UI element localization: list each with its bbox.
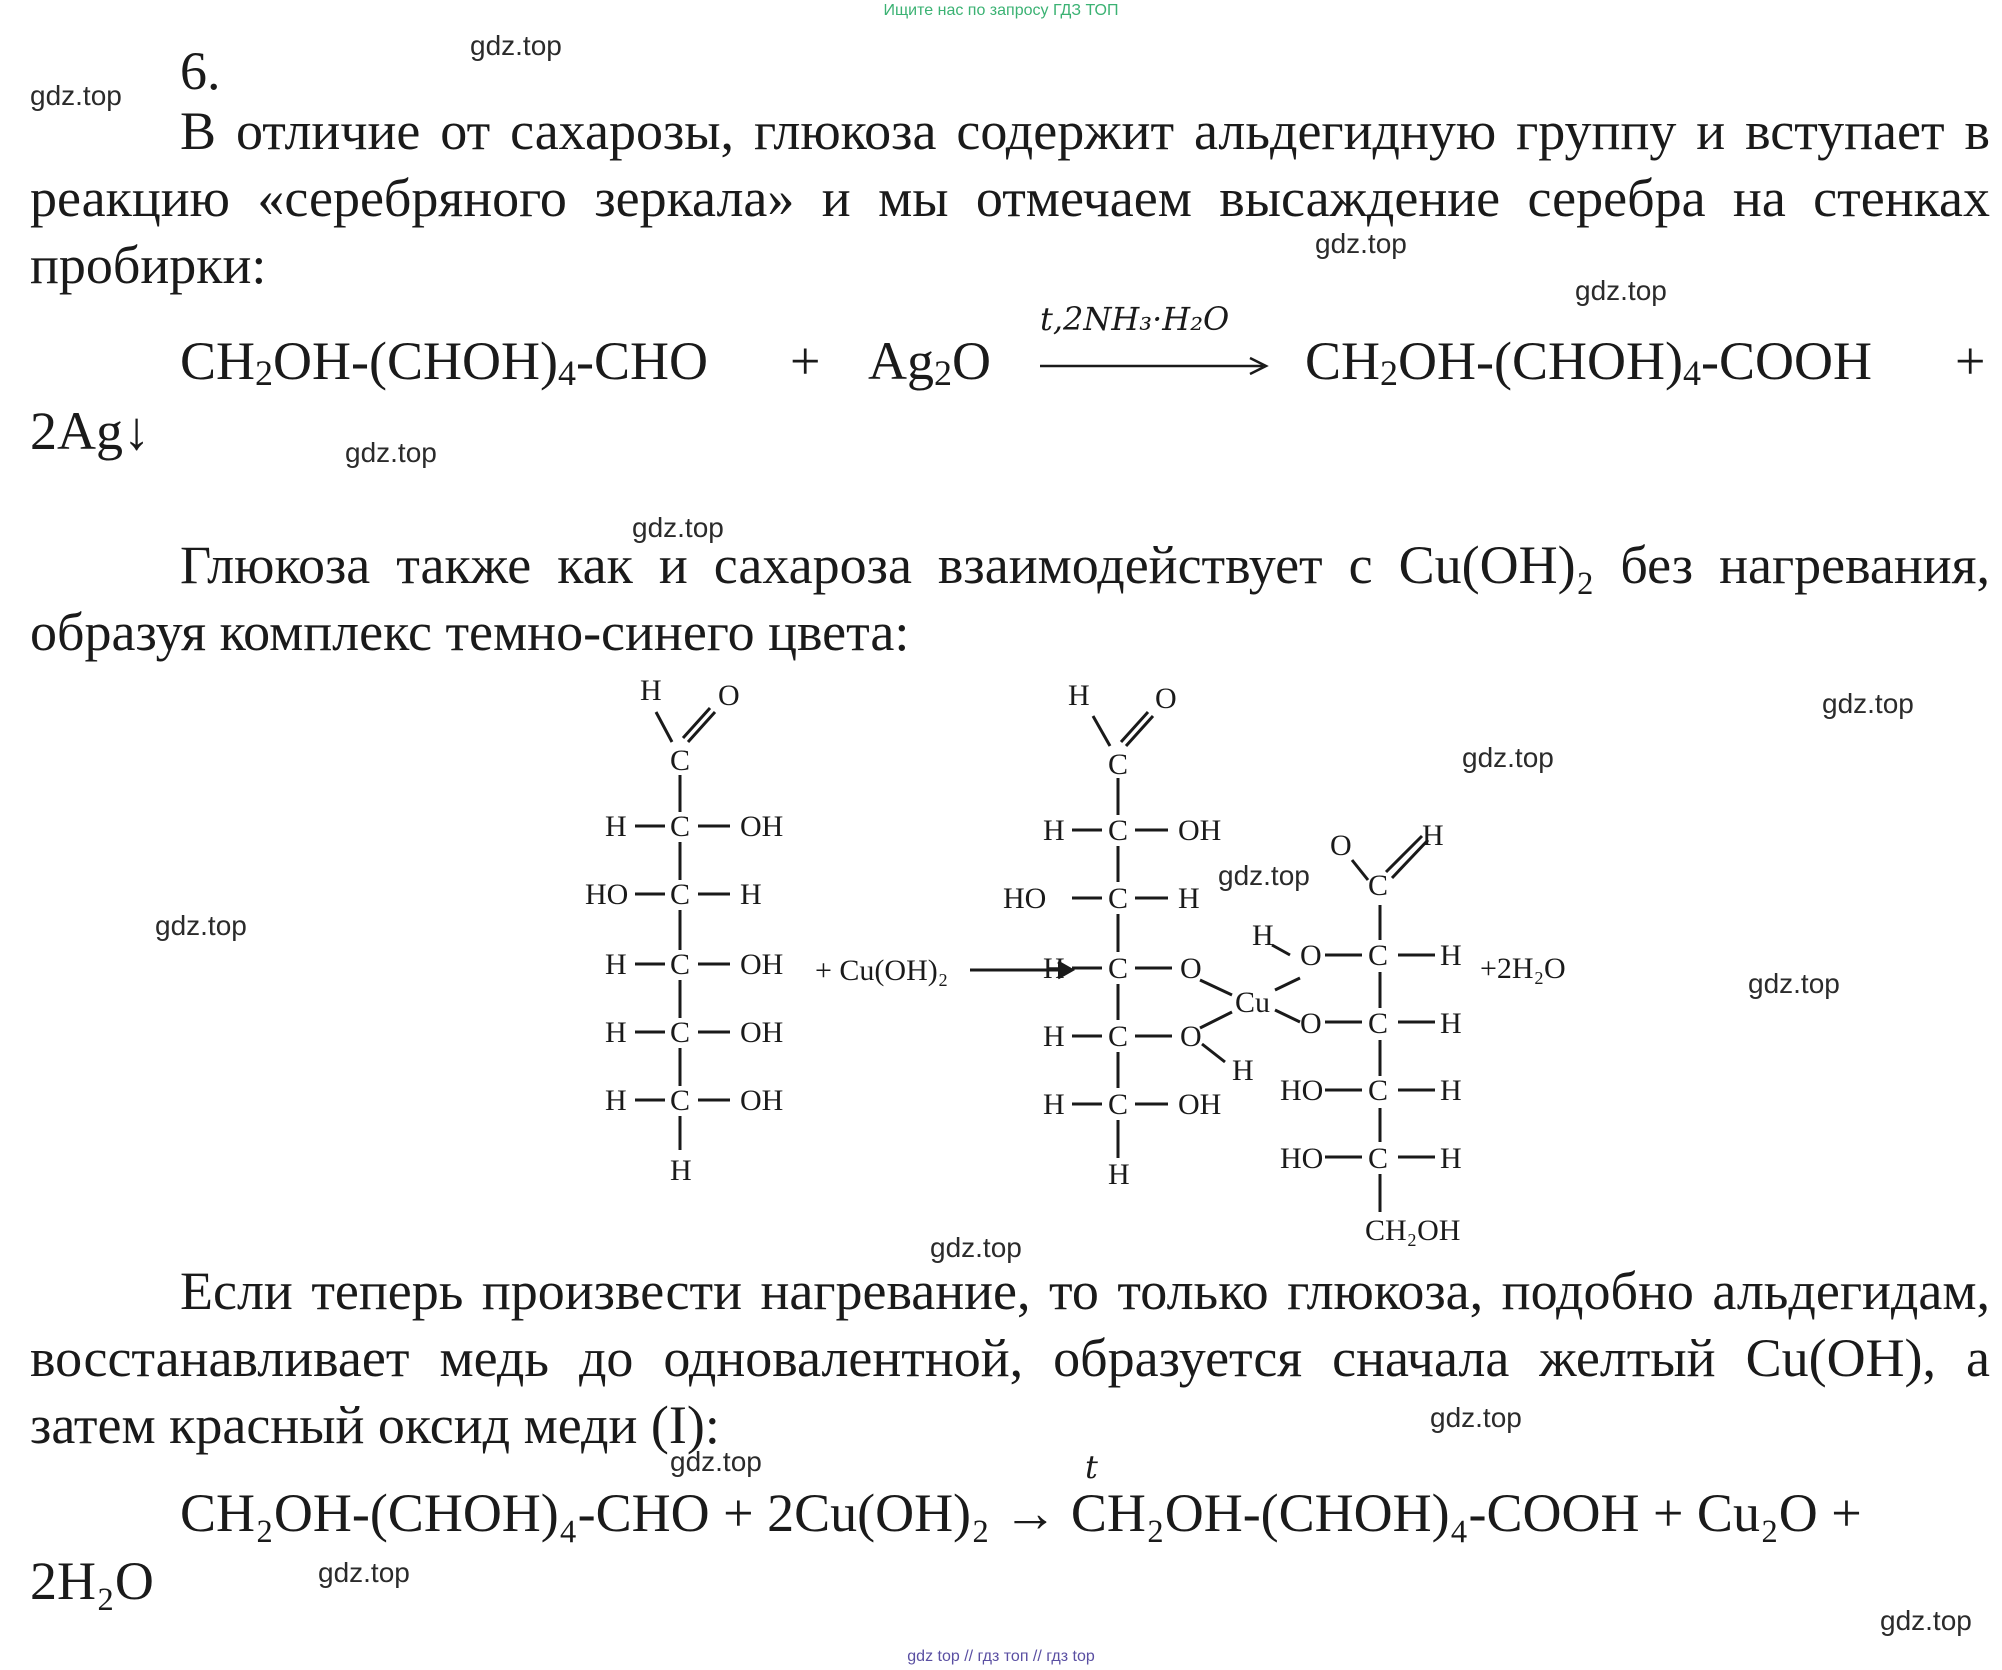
atom-label: HO xyxy=(1280,1142,1324,1175)
atom-label: H xyxy=(670,1154,692,1187)
reaction-condition: t,2NH₃·H₂O xyxy=(1040,300,1230,338)
atom-label: HO xyxy=(1003,882,1047,915)
watermark: gdz.top xyxy=(1748,968,1840,999)
atom-label: C xyxy=(1108,748,1129,781)
atom-label: O xyxy=(1180,1020,1202,1053)
atom-label: O xyxy=(1180,952,1202,985)
subscript: 2 xyxy=(255,353,274,393)
atom-label: H xyxy=(605,948,627,981)
atom-label: H xyxy=(1422,819,1444,852)
atom-label: H xyxy=(1108,1158,1130,1191)
atom-label: O xyxy=(1300,939,1322,972)
atom-label: HO xyxy=(585,878,629,911)
copper-atom: Cu xyxy=(1235,986,1271,1019)
watermark: gdz.top xyxy=(632,512,724,543)
formula-part: O xyxy=(952,331,991,391)
plus-sign: + xyxy=(1955,331,1986,391)
atom-label: O xyxy=(718,679,740,712)
reagent-label: + Cu(OH)₂ xyxy=(815,954,949,987)
atom-label: OH xyxy=(740,1084,784,1117)
atom-label: H xyxy=(1178,882,1200,915)
formula-part: OH-(CHOH) xyxy=(1398,331,1683,391)
watermark: gdz.top xyxy=(670,1446,762,1477)
atom-label: O xyxy=(1155,682,1177,715)
reaction-condition: t xyxy=(1085,1448,1098,1486)
formula-part: CH xyxy=(1305,331,1381,391)
product-silver: 2Ag↓ xyxy=(30,401,150,461)
atom-label: H xyxy=(1043,814,1065,847)
footer-links: gdz top // гдз топ // гдз top xyxy=(907,1648,1095,1665)
atom-label: C xyxy=(1368,869,1389,902)
atom-label: OH xyxy=(740,1016,784,1049)
atom-label: C xyxy=(1368,1142,1389,1175)
atom-label: C xyxy=(670,744,691,777)
atom-label: H xyxy=(1232,1054,1254,1087)
atom-label: H xyxy=(1043,952,1065,985)
formula-part: OH-(CHOH) xyxy=(273,331,558,391)
watermark: gdz.top xyxy=(155,910,247,941)
atom-label: H xyxy=(605,810,627,843)
atom-label: C xyxy=(670,878,691,911)
watermark: gdz.top xyxy=(30,80,122,111)
formula-part: -COOH xyxy=(1700,331,1872,391)
watermark: gdz.top xyxy=(470,30,562,61)
paragraph-text: Глюкоза также как и сахароза взаимодействует с Cu(OH)₂ без нагревания, образуя комплекс темно-синего цвета: xyxy=(30,535,1990,662)
atom-label: C xyxy=(670,1016,691,1049)
water-label: +2H₂O xyxy=(1480,952,1566,985)
atom-label: C xyxy=(1108,952,1129,985)
atom-label: HO xyxy=(1280,1074,1324,1107)
watermark: gdz.top xyxy=(930,1232,1022,1263)
paragraph-text: Если теперь произвести нагревание, то только глюкоза, подобно альдегидам, восстанавливает медь до одновалентной, образуется сначала желтый Cu(OH), а затем красный оксид меди (I): xyxy=(30,1261,1990,1455)
atom-label: O xyxy=(1330,829,1352,862)
atom-label: C xyxy=(1368,939,1389,972)
atom-label: H xyxy=(640,674,662,707)
atom-label: OH xyxy=(740,810,784,843)
task-number: 6. xyxy=(180,41,221,101)
atom-label: H xyxy=(1043,1020,1065,1053)
subscript: 2 xyxy=(934,353,952,393)
atom-label: H xyxy=(1440,1142,1462,1175)
watermark: gdz.top xyxy=(1430,1402,1522,1433)
subscript: 4 xyxy=(1682,353,1701,393)
atom-label: H xyxy=(605,1016,627,1049)
watermark: gdz.top xyxy=(1822,688,1914,719)
atom-label: C xyxy=(1108,1020,1129,1053)
watermark: gdz.top xyxy=(1218,860,1310,891)
paragraph-heating xyxy=(30,1258,1990,1459)
atom-label: C xyxy=(1368,1007,1389,1040)
atom-label: H xyxy=(1068,679,1090,712)
atom-label: OH xyxy=(1178,1088,1222,1121)
watermark: gdz.top xyxy=(318,1557,410,1588)
formula-part: Ag xyxy=(868,331,934,391)
atom-label: H xyxy=(605,1084,627,1117)
atom-label: H xyxy=(1440,939,1462,972)
atom-label: OH xyxy=(740,948,784,981)
formula-part: -CHO xyxy=(575,331,708,391)
atom-label: O xyxy=(1300,1007,1322,1040)
atom-label: H xyxy=(1252,919,1274,952)
atom-label: H xyxy=(740,878,762,911)
atom-label: C xyxy=(670,1084,691,1117)
equation-copper-reduction: CH₂OH-(CHOH)₄-CHO + 2Cu(OH)₂ → CH₂OH-(CHOH)₄-COOH + Cu₂O + xyxy=(180,1483,1862,1543)
atom-label: C xyxy=(670,948,691,981)
watermark: gdz.top xyxy=(1315,228,1407,259)
formula-part: CH xyxy=(180,331,256,391)
watermark: gdz.top xyxy=(1462,742,1554,773)
subscript: 4 xyxy=(557,353,576,393)
atom-label: OH xyxy=(1178,814,1222,847)
atom-label: C xyxy=(1108,1088,1129,1121)
atom-label: C xyxy=(670,810,691,843)
equation-continuation: 2H₂O xyxy=(30,1551,154,1611)
atom-label: C xyxy=(1368,1074,1389,1107)
paragraph-text: В отличие от сахарозы, глюкоза содержит альдегидную группу и вступает в реакцию «серебряного зеркала» и мы отмечаем высаждение серебра на стенках пробирки: xyxy=(30,101,1990,295)
atom-label: H xyxy=(1440,1074,1462,1107)
atom-label: C xyxy=(1108,882,1129,915)
top-banner: Ищите нас по запросу ГДЗ ТОП xyxy=(883,2,1119,19)
atom-label: H xyxy=(1043,1088,1065,1121)
watermark: gdz.top xyxy=(345,437,437,468)
plus-sign: + xyxy=(790,331,821,391)
atom-label: H xyxy=(1440,1007,1462,1040)
watermark: gdz.top xyxy=(1880,1605,1972,1636)
atom-label: CH₂OH xyxy=(1365,1214,1461,1247)
atom-label: C xyxy=(1108,814,1129,847)
subscript: 2 xyxy=(1380,353,1399,393)
watermark: gdz.top xyxy=(1575,275,1667,306)
